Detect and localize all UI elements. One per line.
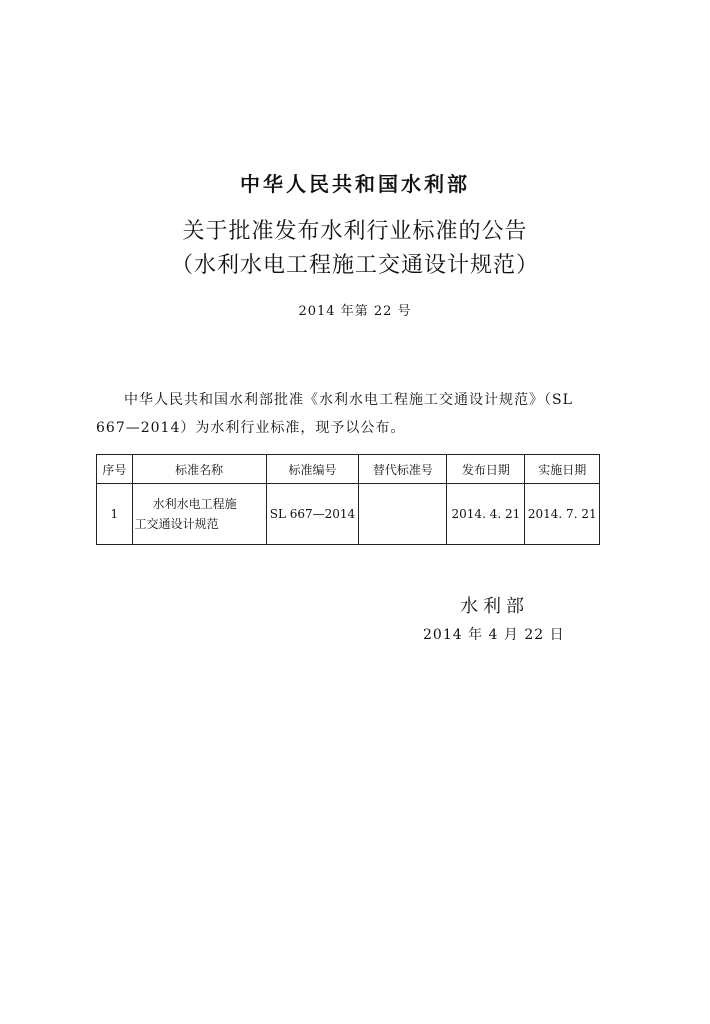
announcement-subtitle: （水利水电工程施工交通设计规范） [170,253,539,278]
body-paragraph: 中华人民共和国水利部批准《水利水电工程施工交通设计规范》（SL 667—2014）为水利行业标准，现予以公布。 [96,392,573,436]
cell-seq: 1 [97,484,133,545]
header-publish-date: 发布日期 [447,455,525,484]
document-number: 2014 年第 22 号 [298,304,412,319]
table-row [97,484,600,545]
standards-table [96,454,600,545]
ministry-name: 中华人民共和国水利部 [240,172,470,196]
standard-name-line2: 工交通设计规范 [134,517,219,531]
cell-standard-code: SL 667—2014 [266,484,359,545]
cell-standard-name [132,484,266,545]
table-header-row [97,455,600,484]
announcement-title: 关于批准发布水利行业标准的公告 [182,219,528,244]
issue-date: 2014 年 4 月 22 日 [423,627,565,643]
header-replaced-code: 替代标准号 [359,455,447,484]
issuer-signature: 水利部 [460,596,529,617]
cell-publish-date: 2014. 4. 21 [447,484,525,545]
header-seq: 序号 [97,455,133,484]
header-standard-code: 标准编号 [266,455,359,484]
standard-name-line1: 水利水电工程施 [152,497,237,511]
header-standard-name: 标准名称 [132,455,266,484]
header-effective-date: 实施日期 [525,455,600,484]
cell-replaced-code [359,484,447,545]
cell-effective-date: 2014. 7. 21 [525,484,600,545]
